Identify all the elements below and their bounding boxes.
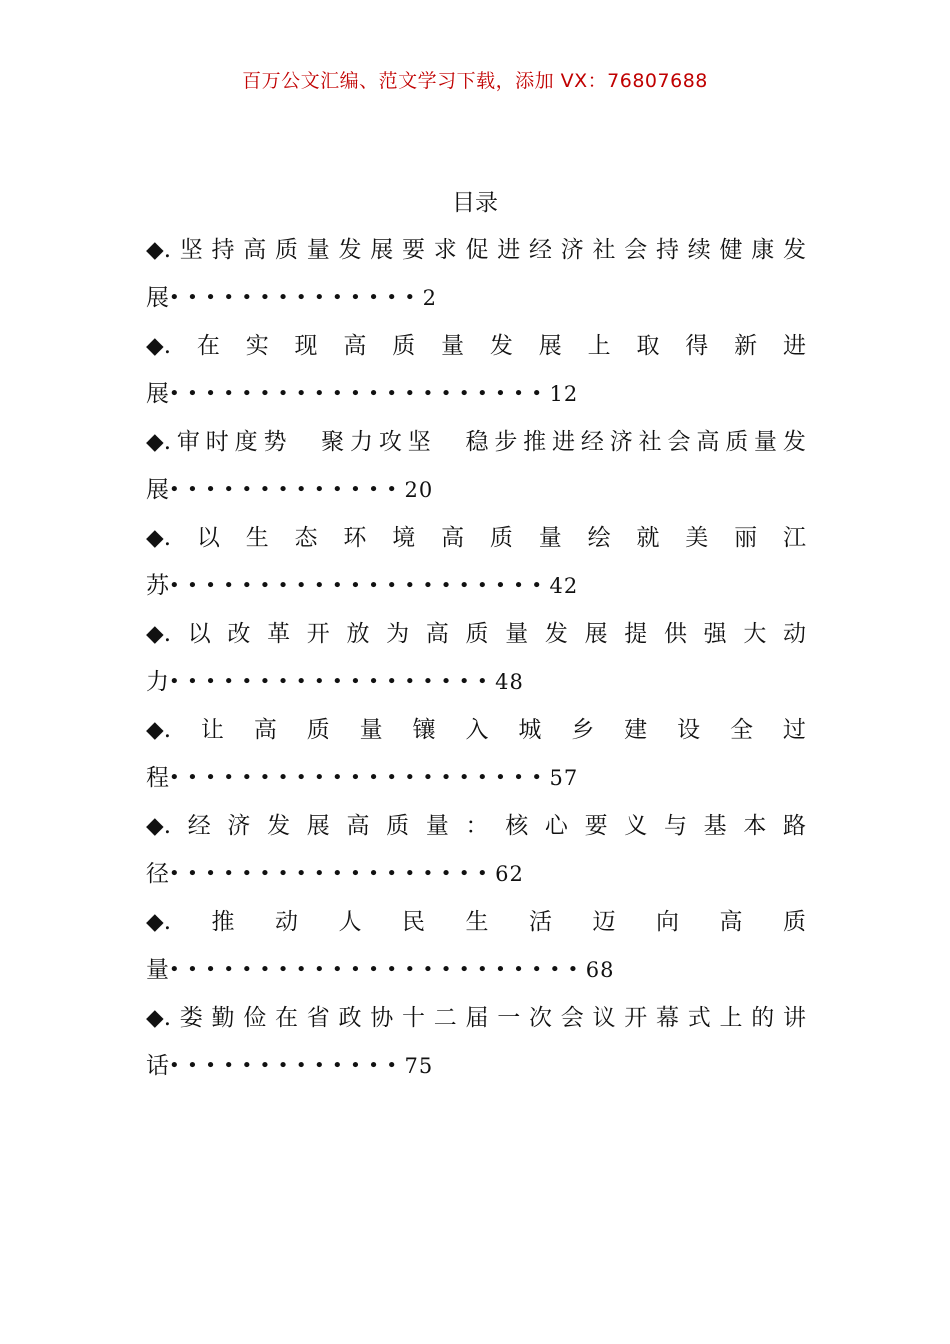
toc-page-number: 12 bbox=[549, 382, 579, 406]
toc-page-number: 20 bbox=[404, 478, 434, 502]
dot-leader: ••••••••••••••••••••••• bbox=[169, 959, 586, 980]
toc-entry-first-line: ◆. 在 实 现 高 质 量 发 展 上 取 得 新 进 bbox=[146, 324, 806, 368]
toc-entry-title-continuation: 力 bbox=[146, 669, 169, 695]
toc-list bbox=[146, 228, 806, 1092]
diamond-bullet-icon: ◆. bbox=[146, 909, 171, 935]
toc-entry-title-continuation: 苏 bbox=[146, 573, 169, 599]
dot-leader: ••••••••••••••••••••• bbox=[169, 383, 550, 404]
toc-entry-second-line bbox=[146, 756, 578, 800]
toc-entry-first-line: ◆. 以 生 态 环 境 高 质 量 绘 就 美 丽 江 bbox=[146, 516, 806, 560]
toc-entry-first-line: ◆. 娄 勤 俭 在 省 政 协 十 二 届 一 次 会 议 开 幕 式 上 的 讲 bbox=[146, 996, 806, 1040]
dot-leader: ••••••••••••• bbox=[169, 1055, 405, 1076]
diamond-bullet-icon: ◆. bbox=[146, 333, 171, 359]
diamond-bullet-icon: ◆. bbox=[146, 237, 171, 263]
toc-entry[interactable] bbox=[146, 516, 806, 612]
diamond-bullet-icon: ◆. bbox=[146, 813, 171, 839]
toc-entry-first-line: ◆. 让 高 质 量 镶 入 城 乡 建 设 全 过 bbox=[146, 708, 806, 752]
toc-entry-second-line bbox=[146, 372, 578, 416]
toc-entry-title-continuation: 展 bbox=[146, 477, 169, 503]
toc-entry[interactable] bbox=[146, 900, 806, 996]
header-banner: 百万公文汇编、范文学习下载，添加 VX：76807688 bbox=[242, 70, 708, 92]
toc-entry-second-line bbox=[146, 948, 614, 992]
toc-page-number: 68 bbox=[585, 958, 615, 982]
toc-entry-second-line bbox=[146, 660, 524, 704]
toc-entry-title-continuation: 话 bbox=[146, 1053, 169, 1079]
toc-entry-title-continuation: 径 bbox=[146, 861, 169, 887]
toc-entry-second-line bbox=[146, 852, 524, 896]
diamond-bullet-icon: ◆. bbox=[146, 525, 171, 551]
dot-leader: ••••••••••••••••••••• bbox=[169, 575, 550, 596]
toc-entry-second-line bbox=[146, 1044, 433, 1088]
toc-entry[interactable] bbox=[146, 612, 806, 708]
toc-page-number: 62 bbox=[495, 862, 524, 886]
toc-entry-second-line bbox=[146, 468, 433, 512]
toc-entry-first-line: ◆. 审 时 度 势 聚 力 攻 坚 稳 步 推 进 经 济 社 会 高 质 量 发 bbox=[146, 420, 806, 464]
toc-entry[interactable] bbox=[146, 996, 806, 1092]
dot-leader: •••••••••••••• bbox=[169, 287, 423, 308]
toc-entry-first-line: ◆. 以 改 革 开 放 为 高 质 量 发 展 提 供 强 大 动 bbox=[146, 612, 806, 656]
toc-entry-first-line: ◆. 推 动 人 民 生 活 迈 向 高 质 bbox=[146, 900, 806, 944]
toc-entry-title-continuation: 程 bbox=[146, 765, 169, 791]
toc-entry-title-continuation: 展 bbox=[146, 285, 169, 311]
toc-entry-first-line: ◆. 坚 持 高 质 量 发 展 要 求 促 进 经 济 社 会 持 续 健 康 发 bbox=[146, 228, 806, 272]
toc-page-number: 48 bbox=[495, 670, 524, 694]
dot-leader: •••••••••••••••••• bbox=[169, 671, 496, 692]
toc-entry[interactable] bbox=[146, 324, 806, 420]
toc-entry-title-continuation: 量 bbox=[146, 957, 169, 983]
diamond-bullet-icon: ◆. bbox=[146, 429, 171, 455]
diamond-bullet-icon: ◆. bbox=[146, 621, 171, 647]
dot-leader: ••••••••••••• bbox=[169, 479, 405, 500]
toc-entry[interactable] bbox=[146, 708, 806, 804]
toc-entry[interactable] bbox=[146, 420, 806, 516]
toc-entry[interactable] bbox=[146, 228, 806, 324]
toc-entry-first-line: ◆. 经 济 发 展 高 质 量 ： 核 心 要 义 与 基 本 路 bbox=[146, 804, 806, 848]
toc-entry-second-line bbox=[146, 564, 578, 608]
toc-page-number: 2 bbox=[422, 286, 438, 310]
toc-page-number: 75 bbox=[404, 1054, 434, 1078]
toc-entry[interactable] bbox=[146, 804, 806, 900]
diamond-bullet-icon: ◆. bbox=[146, 717, 171, 743]
toc-page-number: 57 bbox=[549, 766, 579, 790]
dot-leader: ••••••••••••••••••••• bbox=[169, 767, 550, 788]
toc-entry-title-continuation: 展 bbox=[146, 381, 169, 407]
toc-title: 目录 bbox=[452, 190, 498, 216]
toc-entry-second-line bbox=[146, 276, 437, 320]
dot-leader: •••••••••••••••••• bbox=[169, 863, 496, 884]
toc-page-number: 42 bbox=[549, 574, 579, 598]
diamond-bullet-icon: ◆. bbox=[146, 1005, 171, 1031]
